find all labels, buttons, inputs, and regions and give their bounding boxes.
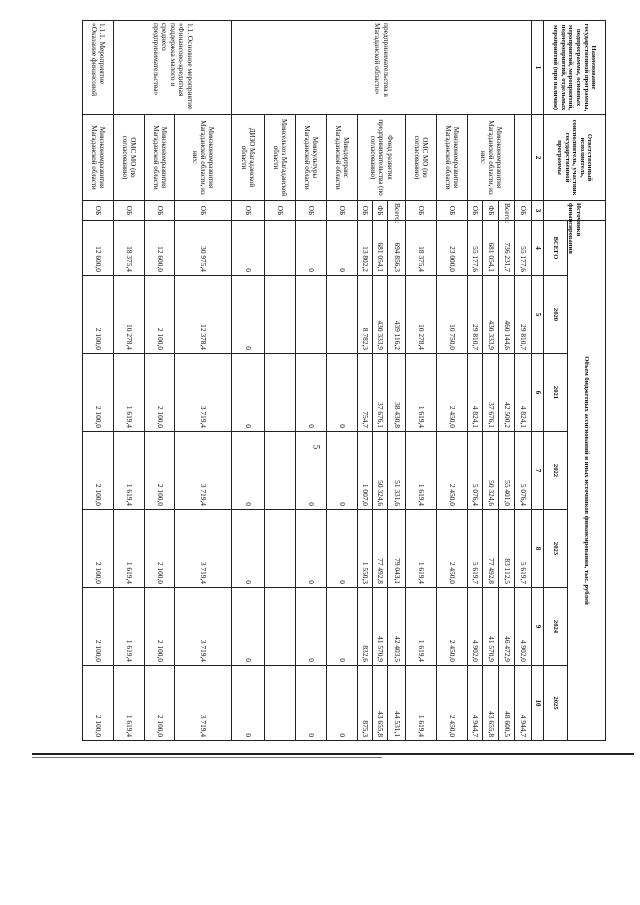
source-cell: ОБ — [406, 201, 437, 221]
year-value-cell: 5 619,7 — [515, 510, 532, 588]
page-rule — [32, 757, 382, 758]
year-value-cell — [326, 276, 357, 354]
year-value-cell: 5 619,7 — [467, 510, 482, 588]
year-value-cell: 51 331,6 — [388, 432, 406, 510]
table-row — [83, 21, 114, 741]
year-value-cell: 2 100,0 — [83, 276, 114, 354]
year-value-cell: 29 810,7 — [515, 276, 532, 354]
year-value-cell: 5 076,4 — [515, 432, 532, 510]
header-year: 2022 — [544, 432, 568, 510]
source-cell: ОБ — [231, 201, 264, 221]
executor-cell: Минэкономразвития Магаданской области — [144, 115, 175, 201]
year-value-cell: 4 902,0 — [467, 588, 482, 666]
year-value-cell — [265, 666, 296, 741]
header-year: 2020 — [544, 276, 568, 354]
year-value-cell: 0 — [296, 588, 327, 666]
year-value-cell: 29 810,7 — [467, 276, 482, 354]
total-value-cell: 0 — [296, 221, 327, 276]
table-row — [498, 21, 515, 741]
year-value-cell: 44 531,1 — [388, 666, 406, 741]
rotated-table-wrapper — [82, 20, 606, 740]
source-cell: Всего: — [388, 201, 406, 221]
program-name-cell: 1.1.1. Мероприятие «Оказание финансовой — [83, 21, 114, 115]
header-source: Источники финансирования — [544, 201, 606, 221]
source-cell: ОБ — [296, 201, 327, 221]
year-value-cell: 42 403,5 — [388, 588, 406, 666]
year-value-cell: 55 401,0 — [498, 432, 515, 510]
source-cell: ОБ — [83, 201, 114, 221]
column-number: 9 — [532, 588, 544, 666]
column-number: 8 — [532, 510, 544, 588]
year-value-cell: 439 116,2 — [388, 276, 406, 354]
year-value-cell: 2 450,0 — [437, 588, 468, 666]
year-value-cell — [265, 432, 296, 510]
executor-cell: Минсельхоз Магаданской области — [265, 115, 296, 201]
year-value-cell: 0 — [326, 666, 357, 741]
page-number: 5 — [311, 444, 322, 450]
header-executor: Ответственный исполнитель, соисполнитель, участник государственной программы — [544, 115, 606, 201]
year-value-cell: 2 100,0 — [83, 432, 114, 510]
column-number: 10 — [532, 666, 544, 741]
total-value-cell: 55 177,6 — [467, 221, 482, 276]
year-value-cell: 2 100,0 — [83, 510, 114, 588]
year-value-cell: 1 619,4 — [406, 354, 437, 432]
executor-cell: ОМС МО (по согласованию) — [406, 115, 437, 201]
year-value-cell: 79 043,1 — [388, 510, 406, 588]
total-value-cell: 681 054,1 — [372, 221, 387, 276]
year-value-cell: 0 — [231, 666, 264, 741]
year-value-cell: 0 — [296, 510, 327, 588]
year-value-cell: 0 — [326, 510, 357, 588]
year-value-cell: 0 — [231, 510, 264, 588]
year-value-cell: 4 944,7 — [515, 666, 532, 741]
year-value-cell: 1 550,3 — [357, 510, 372, 588]
year-value-cell: 46 472,9 — [498, 588, 515, 666]
source-cell: Всего: — [498, 201, 515, 221]
year-value-cell: 3 719,4 — [175, 666, 231, 741]
table-row — [175, 21, 231, 741]
column-number: 3 — [532, 201, 544, 221]
table-row — [326, 21, 357, 741]
table-row — [113, 21, 144, 741]
table-row — [437, 21, 468, 741]
year-value-cell: 77 492,8 — [372, 510, 387, 588]
year-value-cell: 2 450,0 — [437, 666, 468, 741]
column-number: 7 — [532, 432, 544, 510]
header-name: Наименование государственной программы, подпрограммы, основных мероприятий, мероприятий, подмероприятий, отдельных мероприятий (при наличии) — [544, 21, 606, 115]
executor-cell: Минэкономразвития Магаданской области, из них: — [467, 115, 514, 201]
year-value-cell: 2 100,0 — [144, 432, 175, 510]
year-value-cell: 10 750,0 — [437, 276, 468, 354]
table-row — [231, 21, 264, 741]
year-value-cell: 0 — [231, 588, 264, 666]
table-row — [265, 21, 296, 741]
column-number: 4 — [532, 221, 544, 276]
year-value-cell: 0 — [231, 354, 264, 432]
year-value-cell: 0 — [231, 276, 264, 354]
total-value-cell: 681 054,1 — [483, 221, 498, 276]
year-value-cell: 0 — [326, 432, 357, 510]
total-value-cell: 12 600,0 — [83, 221, 114, 276]
year-value-cell: 1 619,4 — [406, 510, 437, 588]
year-value-cell: 4 824,1 — [515, 354, 532, 432]
program-name-cell: предпринимательства в Магаданской области» — [231, 21, 531, 115]
source-cell: ОБ — [515, 201, 532, 221]
year-value-cell: 4 902,0 — [515, 588, 532, 666]
executor-cell: ОМС МО (по согласованию) — [113, 115, 144, 201]
year-value-cell: 41 570,9 — [483, 588, 498, 666]
column-number: 1 — [532, 21, 544, 115]
executor-cell: Минэкономразвития Магаданской области — [437, 115, 468, 201]
budget-table — [82, 20, 606, 741]
year-value-cell: 2 100,0 — [144, 666, 175, 741]
table-body — [83, 21, 532, 741]
source-cell: ФБ — [483, 201, 498, 221]
total-value-cell: 736 231,7 — [498, 221, 515, 276]
year-value-cell: 2 100,0 — [144, 510, 175, 588]
year-value-cell: 4 824,1 — [467, 354, 482, 432]
year-value-cell: 2 100,0 — [83, 588, 114, 666]
year-value-cell: 2 100,0 — [144, 588, 175, 666]
total-value-cell: 55 177,6 — [515, 221, 532, 276]
year-value-cell: 43 655,8 — [483, 666, 498, 741]
executor-cell: Фонд развития предпринимательства (по согласованию) — [357, 115, 406, 201]
source-cell: ОБ — [113, 201, 144, 221]
total-value-cell: 23 000,0 — [437, 221, 468, 276]
year-value-cell: 38 430,8 — [388, 354, 406, 432]
year-value-cell: 460 144,6 — [498, 276, 515, 354]
executor-cell: Миндортранс Магаданской области — [326, 115, 357, 201]
table-row — [144, 21, 175, 741]
year-value-cell: 3 719,4 — [175, 432, 231, 510]
year-value-cell: 3 719,4 — [175, 510, 231, 588]
year-value-cell: 430 333,9 — [483, 276, 498, 354]
year-value-cell: 1 007,0 — [357, 432, 372, 510]
year-value-cell: 2 450,0 — [437, 510, 468, 588]
year-value-cell — [265, 510, 296, 588]
year-value-cell: 0 — [231, 432, 264, 510]
source-cell: ОБ — [437, 201, 468, 221]
source-cell: ОБ — [326, 201, 357, 221]
year-value-cell: 1 619,4 — [113, 666, 144, 741]
year-value-cell: 42 500,2 — [498, 354, 515, 432]
year-value-cell: 2 100,0 — [144, 354, 175, 432]
executor-cell: Минкультуры Магаданской области — [296, 115, 327, 201]
header-year: 2024 — [544, 588, 568, 666]
year-value-cell: 43 655,8 — [372, 666, 387, 741]
table-row — [388, 21, 406, 741]
year-value-cell: 754,7 — [357, 354, 372, 432]
table-row — [515, 21, 532, 741]
total-value-cell: 12 600,0 — [144, 221, 175, 276]
source-cell: ФБ — [372, 201, 387, 221]
year-value-cell: 3 719,4 — [175, 354, 231, 432]
year-value-cell: 1 619,4 — [406, 666, 437, 741]
total-value-cell: 30 975,4 — [175, 221, 231, 276]
source-cell: ОБ — [265, 201, 296, 221]
total-value-cell: 18 375,4 — [406, 221, 437, 276]
year-value-cell: 1 619,4 — [113, 510, 144, 588]
column-number: 6 — [532, 354, 544, 432]
year-value-cell: 1 619,4 — [113, 588, 144, 666]
source-cell: ОБ — [144, 201, 175, 221]
total-value-cell — [265, 221, 296, 276]
header-total: ВСЕГО — [544, 221, 568, 276]
year-value-cell: 5 076,4 — [467, 432, 482, 510]
total-value-cell: 694 856,3 — [388, 221, 406, 276]
year-value-cell: 2 450,0 — [437, 354, 468, 432]
total-value-cell: 13 802,2 — [357, 221, 372, 276]
year-value-cell: 41 570,9 — [372, 588, 387, 666]
year-value-cell: 2 100,0 — [83, 666, 114, 741]
year-value-cell — [265, 354, 296, 432]
year-value-cell: 2 100,0 — [144, 276, 175, 354]
year-value-cell: 3 719,4 — [175, 588, 231, 666]
year-value-cell: 0 — [296, 432, 327, 510]
year-value-cell: 12 378,4 — [175, 276, 231, 354]
year-value-cell: 37 676,1 — [483, 354, 498, 432]
executor-cell: Минэкономразвития Магаданской области — [83, 115, 114, 201]
column-number: 2 — [532, 115, 544, 201]
year-value-cell: 10 278,4 — [406, 276, 437, 354]
year-value-cell: 2 450,0 — [437, 432, 468, 510]
year-value-cell: 10 278,4 — [113, 276, 144, 354]
year-value-cell: 77 492,8 — [483, 510, 498, 588]
year-value-cell: 1 619,4 — [113, 354, 144, 432]
total-value-cell: 0 — [326, 221, 357, 276]
year-value-cell: 50 324,6 — [483, 432, 498, 510]
year-value-cell: 37 676,1 — [372, 354, 387, 432]
year-value-cell: 1 619,4 — [406, 588, 437, 666]
year-value-cell: 430 333,9 — [372, 276, 387, 354]
source-cell: ОБ — [175, 201, 231, 221]
year-value-cell: 0 — [326, 354, 357, 432]
total-value-cell: 0 — [231, 221, 264, 276]
year-value-cell: 2 100,0 — [83, 354, 114, 432]
header-year: 2025 — [544, 666, 568, 741]
year-value-cell: 8 782,3 — [357, 276, 372, 354]
year-value-cell — [265, 276, 296, 354]
year-value-cell: 832,6 — [357, 588, 372, 666]
column-number: 5 — [532, 276, 544, 354]
year-value-cell: 0 — [296, 354, 327, 432]
table-row — [406, 21, 437, 741]
year-value-cell: 0 — [326, 588, 357, 666]
year-value-cell: 0 — [296, 666, 327, 741]
page-rule — [32, 753, 634, 755]
year-value-cell: 50 324,6 — [372, 432, 387, 510]
year-value-cell: 48 600,5 — [498, 666, 515, 741]
year-value-cell — [296, 276, 327, 354]
source-cell: ОБ — [467, 201, 482, 221]
year-value-cell: 1 619,4 — [113, 432, 144, 510]
executor-cell: ДИЗО Магаданской области — [231, 115, 264, 201]
year-value-cell: 4 944,7 — [467, 666, 482, 741]
executor-cell: Минэкономразвития Магаданской области, из них: — [175, 115, 231, 201]
source-cell: ОБ — [357, 201, 372, 221]
table-row — [296, 21, 327, 741]
program-name-cell: 1.1. Основное мероприятие «Финансово-кредитная поддержка малого и среднего предпринимательства» — [113, 21, 231, 115]
year-value-cell: 1 619,4 — [406, 432, 437, 510]
executor-cell — [515, 115, 532, 201]
header-year: 2021 — [544, 354, 568, 432]
header-volume: Объем бюджетных ассигнований и иных источников финансирования, тыс. рублей — [568, 221, 606, 741]
year-value-cell — [265, 588, 296, 666]
year-value-cell: 83 112,5 — [498, 510, 515, 588]
year-value-cell: 875,3 — [357, 666, 372, 741]
header-year: 2023 — [544, 510, 568, 588]
total-value-cell: 18 375,4 — [113, 221, 144, 276]
